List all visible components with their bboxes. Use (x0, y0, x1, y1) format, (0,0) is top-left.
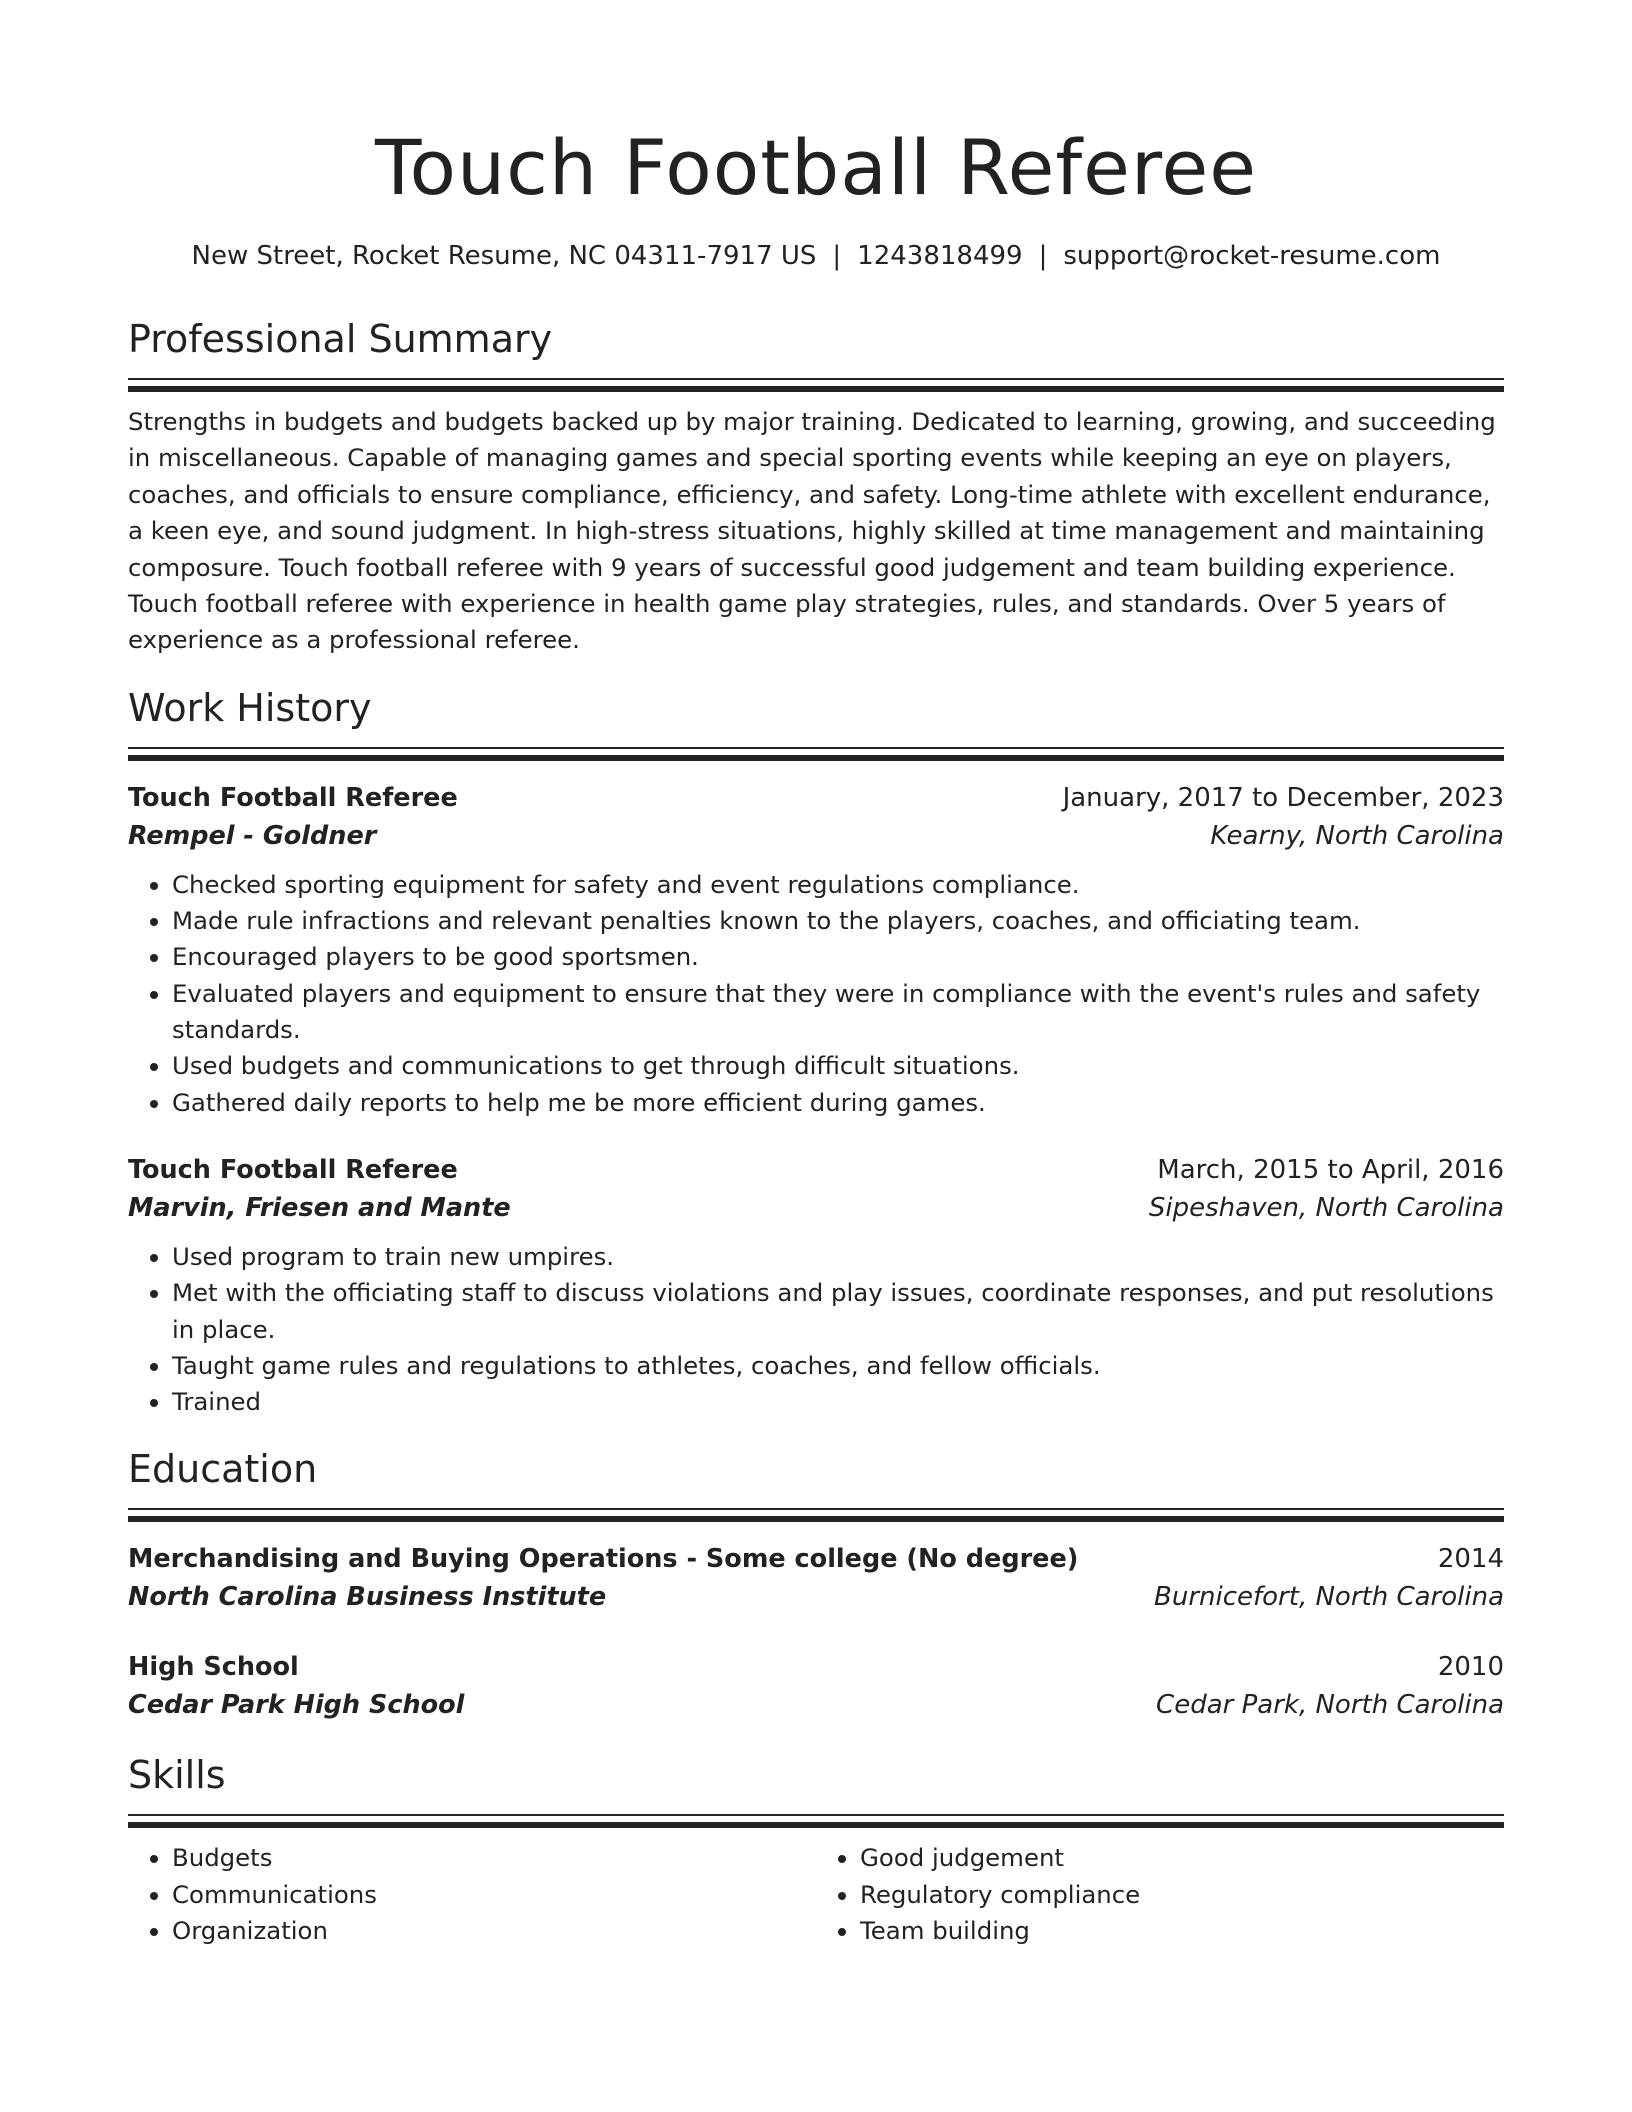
skill-item: • Budgets (172, 1840, 816, 1876)
resume-page (128, 0, 1504, 1949)
education-school-row (128, 1578, 1504, 1616)
job-location: Sipeshaven, North Carolina (1148, 1192, 1504, 1223)
list-item: • Made rule infractions and relevant penalties known to the players, coaches, and officiating team. (172, 903, 1504, 939)
contact-separator: | (832, 241, 842, 271)
skills-list-left (128, 1840, 816, 1949)
education-year: 2010 (1437, 1652, 1504, 1683)
education-header-row (128, 1648, 1504, 1686)
education-location: Burnicefort, North Carolina (1154, 1582, 1504, 1613)
section-divider (128, 1814, 1504, 1828)
job-header-row (128, 779, 1504, 817)
skill-item: • Communications (172, 1877, 816, 1913)
list-item: • Used program to train new umpires. (172, 1239, 1504, 1275)
job-position: Touch Football Referee (128, 782, 458, 813)
section-divider (128, 747, 1504, 761)
skills-columns (128, 1840, 1504, 1949)
education-header-row (128, 1540, 1504, 1578)
list-item: • Checked sporting equipment for safety and event regulations compliance. (172, 867, 1504, 903)
job-company: Rempel - Goldner (128, 820, 377, 851)
email-text: support@rocket-resume.com (1063, 241, 1441, 271)
education-entry (128, 1540, 1504, 1616)
job-header-row (128, 1151, 1504, 1189)
skill-item: • Good judgement (860, 1840, 1504, 1876)
education-school: North Carolina Business Institute (128, 1582, 607, 1613)
section-title-work-history: Work History (128, 685, 372, 730)
section-title-summary: Professional Summary (128, 317, 553, 361)
education-school-row (128, 1686, 1504, 1724)
skill-item: • Team building (860, 1913, 1504, 1949)
address-text: New Street, Rocket Resume, NC 04311-7917 US (191, 241, 817, 271)
list-item: • Evaluated players and equipment to ensure that they were in compliance with the event's rules and safety standards. (172, 976, 1504, 1049)
education-degree: High School (128, 1652, 299, 1683)
summary-section (128, 314, 1504, 659)
job-company-row (128, 817, 1504, 855)
section-title-skills: Skills (128, 1753, 226, 1798)
list-item: • Trained (172, 1384, 1504, 1420)
job-location: Kearny, North Carolina (1210, 820, 1504, 851)
list-item: • Used budgets and communications to get through difficult situations. (172, 1048, 1504, 1084)
skill-item: • Regulatory compliance (860, 1877, 1504, 1913)
education-location: Cedar Park, North Carolina (1156, 1690, 1504, 1721)
job-entry (128, 1151, 1504, 1420)
job-dates: March, 2015 to April, 2016 (1157, 1154, 1504, 1185)
skill-item: • Organization (172, 1913, 816, 1949)
phone-text: 1243818499 (857, 241, 1023, 271)
job-duties-list (128, 1239, 1504, 1420)
section-divider (128, 1508, 1504, 1522)
job-dates: January, 2017 to December, 2023 (1062, 782, 1504, 813)
education-school: Cedar Park High School (128, 1690, 465, 1721)
section-title-education: Education (128, 1447, 318, 1492)
list-item: • Encouraged players to be good sportsmen. (172, 939, 1504, 975)
education-year: 2014 (1437, 1544, 1504, 1575)
candidate-name: Touch Football Referee (374, 123, 1258, 212)
skills-section (128, 1750, 1504, 1949)
list-item: • Met with the officiating staff to discuss violations and play issues, coordinate responses, and put resolutions in place. (172, 1275, 1504, 1348)
job-position: Touch Football Referee (128, 1154, 458, 1185)
skills-list-right (816, 1840, 1504, 1949)
list-item: • Taught game rules and regulations to athletes, coaches, and fellow officials. (172, 1348, 1504, 1384)
education-degree: Merchandising and Buying Operations - Some college (No degree) (128, 1544, 1079, 1575)
education-entry (128, 1648, 1504, 1724)
section-divider (128, 378, 1504, 392)
list-item: • Gathered daily reports to help me be more efficient during games. (172, 1085, 1504, 1121)
education-section (128, 1444, 1504, 1724)
job-company: Marvin, Friesen and Mante (128, 1192, 511, 1223)
contact-line (128, 238, 1504, 274)
summary-text: Strengths in budgets and budgets backed up by major training. Dedicated to learning, growing, and succeeding in miscellaneous. Capable of managing games and special sporting events while keeping an eye on players, coaches, and officials to ensure compliance, efficiency, and safety. Long-time athlete with excellent endurance, a keen eye, and sound judgment. In high-stress situations, highly skilled at time management and maintaining composure. Touch football referee with 9 years of successful good judgement and team building experience. Touch football referee with experience in health game play strategies, rules, and standards. Over 5 years of experience as a professional referee. (128, 407, 1496, 655)
contact-separator: | (1038, 241, 1048, 271)
job-company-row (128, 1189, 1504, 1227)
job-entry (128, 779, 1504, 1121)
work-history-section (128, 683, 1504, 1421)
job-duties-list (128, 867, 1504, 1121)
